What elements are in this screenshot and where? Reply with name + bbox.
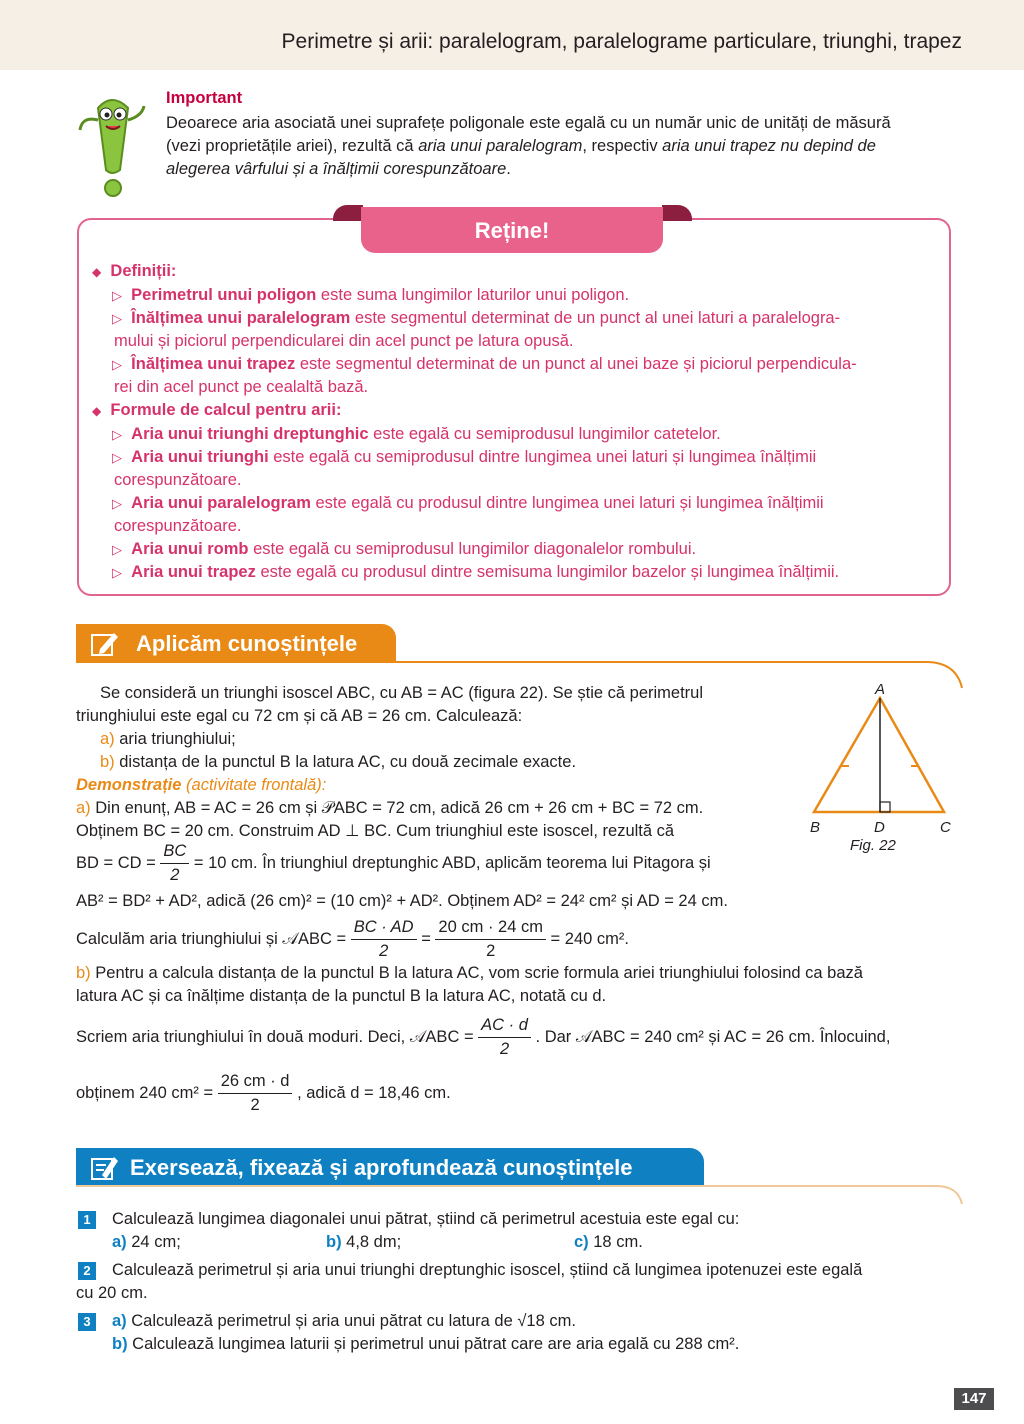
sol-label-b: b) (76, 964, 91, 982)
exerseaza-underline (76, 1184, 966, 1206)
demonstratie (76, 774, 796, 797)
important-line-1: Deoarece aria asociată unei suprafețe poligonale este egală cu un număr unic de unități de măsură (166, 114, 891, 132)
def-2-text: este segmentul determinat de un punct al unei laturi a paralelogra- (350, 309, 841, 327)
problem-b (76, 751, 796, 774)
fraction-26-d (218, 1070, 293, 1117)
page-number: 147 (954, 1388, 994, 1410)
exercise-2-number: 2 (78, 1262, 96, 1280)
solution-line-8 (76, 1014, 956, 1061)
def-3 (92, 353, 937, 376)
formula-2-text: este egală cu semiprodusul dintre lungimea unei laturi și lungimea înălțimii (268, 448, 817, 466)
ex3-label-a: a) (112, 1312, 127, 1330)
formula-3-bold: Aria unui paralelogram (131, 494, 311, 512)
aplicam-title: Aplicăm cunoștințele (136, 631, 358, 656)
def-1-text: este suma lungimilor laturilor unui poligon. (316, 286, 630, 304)
frac-den: 2 (499, 1040, 510, 1058)
problem-a (76, 728, 796, 751)
important-line-2c: , respectiv (582, 137, 663, 155)
fraction-bc-2 (160, 840, 189, 887)
ex1-a-text: 24 cm; (126, 1233, 181, 1251)
formula-2-bold: Aria unui triunghi (131, 448, 269, 466)
triangle-bullet-icon: ▷ (112, 357, 122, 372)
exercise-1 (112, 1208, 952, 1254)
formula-4-text: este egală cu semiprodusul lungimilor diagonalelor rombului. (248, 540, 697, 558)
triangle-bullet-icon: ▷ (112, 565, 122, 580)
exercise-2-text: Calculează perimetrul și aria unui triunghi dreptunghic isoscel, știind că lungimea ipotenuzei este egală (112, 1261, 863, 1279)
retine-tab: Reține! (361, 207, 663, 253)
solution-line-5: Calculăm aria triunghiului și 𝒜ABC = $\frac{BC \cdot AD}{2}$ = $\frac{20 cm \cdot 24 cm}{2}$ = 240 cm². (76, 916, 956, 963)
formula-2-cont: corespunzătoare. (114, 471, 242, 489)
frac-num: 26 cm · d (218, 1070, 293, 1094)
important-line-3a: alegerea vârfului și a înălțimii corespunzătoare (166, 160, 507, 178)
frac-num: AC · d (478, 1014, 531, 1038)
formula-4-bold: Aria unui romb (131, 540, 249, 558)
formulas-heading (92, 399, 937, 423)
def-3-cont: rei din acel punct pe cealaltă bază. (114, 378, 369, 396)
problem-line-1: Se consideră un triunghi isoscel ABC, cu AB = AC (figura 22). Se știe că perimetrul (100, 684, 704, 702)
sol-label-a: a) (76, 799, 91, 817)
triangle-bullet-icon: ▷ (112, 450, 122, 465)
exercise-1-c (574, 1231, 643, 1254)
notepad-pencil-icon (90, 1153, 120, 1181)
exercise-3-number: 3 (78, 1313, 96, 1331)
ribbon-curl-left (333, 205, 363, 221)
s8-rhs: . Dar 𝒜ABC = 240 cm² și AC = 26 cm. Înlocuind, (535, 1027, 891, 1046)
fraction-bc-ad (351, 916, 417, 963)
label-d-vertex: D (874, 819, 885, 836)
important-line-3b: . (506, 160, 511, 178)
triangle-bullet-icon: ▷ (112, 427, 122, 442)
solution-line-1 (76, 797, 796, 820)
def-3-bold: Înălțimea unui trapez (131, 355, 296, 373)
definitions-heading (92, 260, 937, 284)
problem-b-text: distanța de la punctul B la latura AC, cu două zecimale exacte. (114, 753, 577, 771)
formula-3-cont: corespunzătoare. (114, 517, 242, 535)
exerseaza-section-bar (76, 1148, 704, 1186)
frac-den: 2 (379, 942, 389, 960)
important-line-2a: (vezi proprietățile ariei), rezultă că (166, 137, 419, 155)
s9-lhs: obținem 240 cm² = (76, 1083, 214, 1102)
aplicam-section-bar (76, 624, 396, 662)
fraction-ac-d (478, 1014, 531, 1061)
important-line-2b: aria unui paralelogram (418, 137, 583, 155)
def-2-bold: Înălțimea unui paralelogram (131, 309, 351, 327)
formula-2 (92, 446, 937, 469)
diamond-bullet-icon: ◆ (92, 404, 102, 418)
important-line-2 (166, 135, 956, 158)
ex1-label-b: b) (326, 1233, 342, 1251)
s3-rhs: = 10 cm. În triunghiul dreptunghic ABD, aplicăm teorema lui Pitagora și (193, 853, 711, 872)
page-title: Perimetre și arii: paralelogram, paralelograme particulare, triunghi, trapez (281, 30, 962, 53)
ex1-c-text: 18 cm. (588, 1233, 643, 1251)
exerseaza-title: Exersează, fixează și aprofundează cunoștințele (130, 1155, 633, 1180)
formula-5-bold: Aria unui trapez (131, 563, 256, 581)
solution-text-1: Din enunț, AB = AC = 26 cm și 𝒫ABC = 72 cm, adică 26 cm + 26 cm + BC = 72 cm. (90, 799, 704, 817)
def-1-bold: Perimetrul unui poligon (131, 286, 317, 304)
triangle-bullet-icon: ▷ (112, 288, 122, 303)
ex1-label-a: a) (112, 1233, 127, 1251)
def-1 (92, 284, 937, 307)
formula-1-text: este egală cu semiprodusul lungimilor catetelor. (368, 425, 721, 443)
important-title: Important (166, 89, 243, 107)
solution-line-9 (76, 1070, 956, 1117)
formula-4 (92, 538, 937, 561)
s8-lhs: Scriem aria triunghiului în două moduri. Deci, 𝒜ABC = (76, 1027, 474, 1046)
ex1-label-c: c) (574, 1233, 589, 1251)
solution-b-line-2: latura AC și ca înălțime distanța de la punctul B la latura AC, notată cu d. (76, 987, 607, 1005)
ribbon-curl-right (662, 205, 692, 221)
exercise-1-b (326, 1231, 401, 1254)
triangle-bullet-icon: ▷ (112, 542, 122, 557)
frac-num: BC · AD (351, 916, 417, 940)
s3-lhs: BD = CD = (76, 853, 156, 872)
def-2 (92, 307, 937, 330)
exercise-1-options (112, 1231, 952, 1254)
formula-3 (92, 492, 937, 515)
aplicam-problem (76, 682, 796, 843)
exclamation-mascot-icon (72, 86, 152, 198)
exercise-2-cont: cu 20 cm. (76, 1284, 148, 1302)
frac-den: 2 (170, 866, 180, 884)
ex1-b-text: 4,8 dm; (341, 1233, 402, 1251)
exercise-1-text: Calculează lungimea diagonalei unui pătrat, știind că perimetrul acestuia este egal cu: (112, 1210, 740, 1228)
s5-rhs: = 240 cm². (550, 929, 629, 948)
formula-1 (92, 423, 937, 446)
formula-5-text: este egală cu produsul dintre semisuma lungimilor bazelor și lungimea înălțimii. (255, 563, 840, 581)
solution-text-6: Pentru a calcula distanța de la punctul B la latura AC, vom scrie formula ariei triunghiului folosind ca bază (90, 964, 863, 982)
label-a-vertex: A (875, 681, 886, 698)
label-c-vertex: C (940, 819, 951, 836)
problem-a-text: aria triunghiului; (114, 730, 236, 748)
triangle-bullet-icon: ▷ (112, 496, 122, 511)
frac-num: 20 cm · 24 cm (435, 916, 546, 940)
formula-5 (92, 561, 937, 584)
exercise-2 (76, 1259, 952, 1305)
label-b: b) (100, 753, 115, 771)
exercise-1-a (112, 1231, 181, 1254)
exercise-1-number: 1 (78, 1211, 96, 1229)
def-2-cont: mului și piciorul perpendicularei din acel punct pe latura opusă. (114, 332, 574, 350)
definitions-title: Definiții: (110, 262, 177, 280)
important-line-2d: aria unui trapez nu depind de (662, 137, 876, 155)
triangle-figure (804, 680, 964, 860)
label-b-vertex: B (810, 819, 821, 836)
solution-line-2: Obținem BC = 20 cm. Construim AD ⊥ BC. Cum triunghiul este isoscel, rezultă că (76, 822, 675, 840)
exercise-3-a (112, 1310, 952, 1333)
formula-1-bold: Aria unui triunghi dreptunghic (131, 425, 369, 443)
s5-lhs: Calculăm aria triunghiului și 𝒜ABC = (76, 929, 347, 948)
important-line-3 (166, 158, 956, 181)
important-text (166, 112, 956, 181)
retine-content (92, 260, 937, 584)
exercise-3 (112, 1310, 952, 1356)
ex3-b-text: Calculează lungimea laturii și perimetrul unui pătrat care are aria egală cu 288 cm². (127, 1335, 740, 1353)
frac-num: BC (160, 840, 189, 864)
solution-b (76, 962, 956, 1008)
formula-3-text: este egală cu produsul dintre lungimea unei laturi și lungimea înălțimii (310, 494, 824, 512)
solution-line-4: AB² = BD² + AD², adică (26 cm)² = (10 cm)² + AD². Obținem AD² = 24² cm² și AD = 24 cm. (76, 892, 728, 910)
triangle-bullet-icon: ▷ (112, 311, 122, 326)
diamond-bullet-icon: ◆ (92, 265, 102, 279)
formulas-title: Formule de calcul pentru arii: (110, 401, 342, 419)
label-a: a) (100, 730, 115, 748)
pencil-note-icon (90, 629, 120, 657)
demonstratie-title: Demonstrație (76, 776, 182, 794)
frac-den: 2 (486, 942, 496, 960)
figure-caption: Fig. 22 (850, 837, 896, 854)
exercise-3-b (112, 1333, 952, 1356)
frac-den: 2 (250, 1096, 260, 1114)
triangle-abc (814, 698, 944, 812)
fraction-20-24 (435, 916, 546, 963)
right-angle-mark (880, 802, 890, 812)
s9-rhs: , adică d = 18,46 cm. (297, 1083, 451, 1102)
ex3-label-b: b) (112, 1335, 128, 1353)
demonstratie-sub: (activitate frontală): (181, 776, 327, 794)
problem-line-2: triunghiului este egal cu 72 cm și că AB = 26 cm. Calculează: (76, 707, 523, 725)
ex3-a-text: Calculează perimetrul și aria unui pătrat cu latura de √18 cm. (126, 1312, 576, 1330)
def-3-text: este segmentul determinat de un punct al unei baze și piciorul perpendicula- (295, 355, 857, 373)
solution-b-line-1 (76, 962, 956, 985)
